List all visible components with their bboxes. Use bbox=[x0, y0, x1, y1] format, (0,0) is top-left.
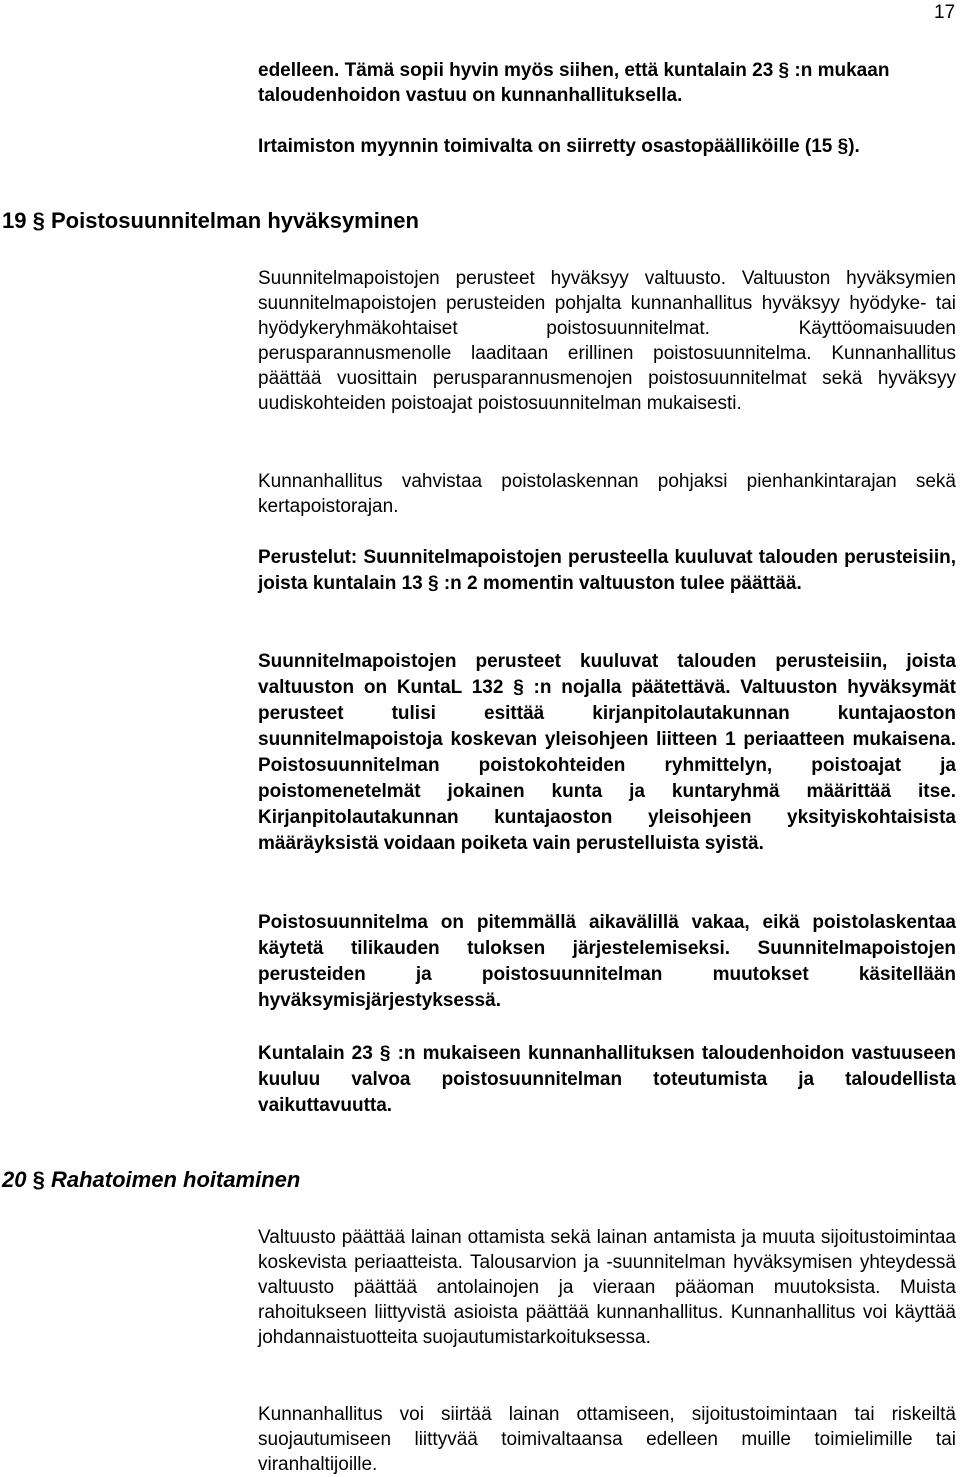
paragraph-kuntalain-23: Kuntalain 23 § :n mukaiseen kunnanhallituksen taloudenhoidon vastuuseen kuuluu valvoa poistosuunnitelman toteutumista ja taloudellista vaikuttavuutta. bbox=[258, 1043, 956, 1116]
section-number: 20 bbox=[2, 1167, 27, 1192]
paragraph-poistosuunnitelma-vakaa: Poistosuunnitelma on pitemmällä aikavälillä vakaa, eikä poistolaskentaa käytetä tilikauden tuloksen järjestelemiseksi. Suunnitelmapoistojen perusteiden ja poistosuunnitelman muutokset käsitellään hyväksymisjärjestyksessä. bbox=[258, 912, 956, 1011]
section-title: Rahatoimen hoitaminen bbox=[50, 1167, 301, 1192]
paragraph-suunnitelmapoistot: Suunnitelmapoistojen perusteet hyväksyy valtuusto. Valtuuston hyväksymien suunnitelmapoistojen perusteiden pohjalta kunnanhallitus hyväksyy hyödyke- tai hyödykeryhmäkohtaiset poistosuunnitelmat. Käyttöomaisuuden perusparannusmenolle laaditaan erillinen poistosuunnitelma. Kunnanhallitus päättää vuosittain perusparannusmenojen poistosuunnitelmat sekä hyväksyy uudiskohteiden poistoajat poistosuunnitelman mukaisesti. bbox=[258, 268, 956, 414]
section-heading-20 bbox=[2, 1167, 300, 1193]
paragraph-perustelut: Perustelut: Suunnitelmapoistojen perusteella kuuluvat talouden perusteisiin, joista kuntalain 13 § :n 2 momentin valtuuston tulee päättää. bbox=[258, 547, 956, 594]
page-number: 17 bbox=[934, 2, 956, 23]
paragraph-rahatoimi: Valtuusto päättää lainan ottamista sekä lainan antamista ja muuta sijoitustoimintaa koskevista periaatteista. Talousarvion ja -suunnitelman hyväksymisen yhteydessä valtuusto päättää antolainojen ja vieraan pääoman muutoksista. Muista rahoitukseen liittyvistä asioista päättää kunnanhallitus. Kunnanhallitus voi käyttää johdannaistuotteita suojautumistarkoituksessa. bbox=[258, 1227, 956, 1348]
section-number: 19 bbox=[2, 208, 27, 233]
section-sign: § bbox=[32, 208, 45, 233]
section-title: Poistosuunnitelman hyväksyminen bbox=[50, 208, 419, 233]
section-heading-19 bbox=[2, 208, 419, 234]
paragraph-pienhankintaraja: Kunnanhallitus vahvistaa poistolaskennan pohjaksi pienhankintarajan sekä kertapoistorajan. bbox=[258, 471, 956, 517]
paragraph-intro-2: Irtaimiston myynnin toimivalta on siirretty osastopäälliköille (15 §). bbox=[258, 136, 860, 157]
paragraph-perusteet-kuuluvat: Suunnitelmapoistojen perusteet kuuluvat talouden perusteisiin, joista valtuuston on KuntaL 132 § :n nojalla päätettävä. Valtuuston hyväksymät perusteet tulisi esittää kirjanpitolautakunnan kuntajaoston suunnitelmapoistoja koskevan yleisohjeen liitteen 1 periaatteen mukaisena. Poistosuunnitelman poistokohteiden ryhmittelyn, poistoajat ja poistomenetelmät jokainen kunta ja kuntaryhmä määrittää itse. Kirjanpitolautakunnan kuntajaoston yleisohjeen yksityiskohtaisista määräyksistä voidaan poiketa vain perustelluista syistä. bbox=[258, 651, 956, 854]
section-sign: § bbox=[32, 1167, 45, 1192]
paragraph-intro-1: edelleen. Tämä sopii hyvin myös siihen, että kuntalain 23 § :n mukaan taloudenhoidon vastuu on kunnanhallituksella. bbox=[258, 60, 890, 106]
paragraph-toimivallan-siirto: Kunnanhallitus voi siirtää lainan ottamiseen, sijoitustoimintaan tai riskeiltä suojautumiseen liittyvää toimivaltaansa edelleen muille toimielimille tai viranhaltijoille. bbox=[258, 1404, 956, 1475]
